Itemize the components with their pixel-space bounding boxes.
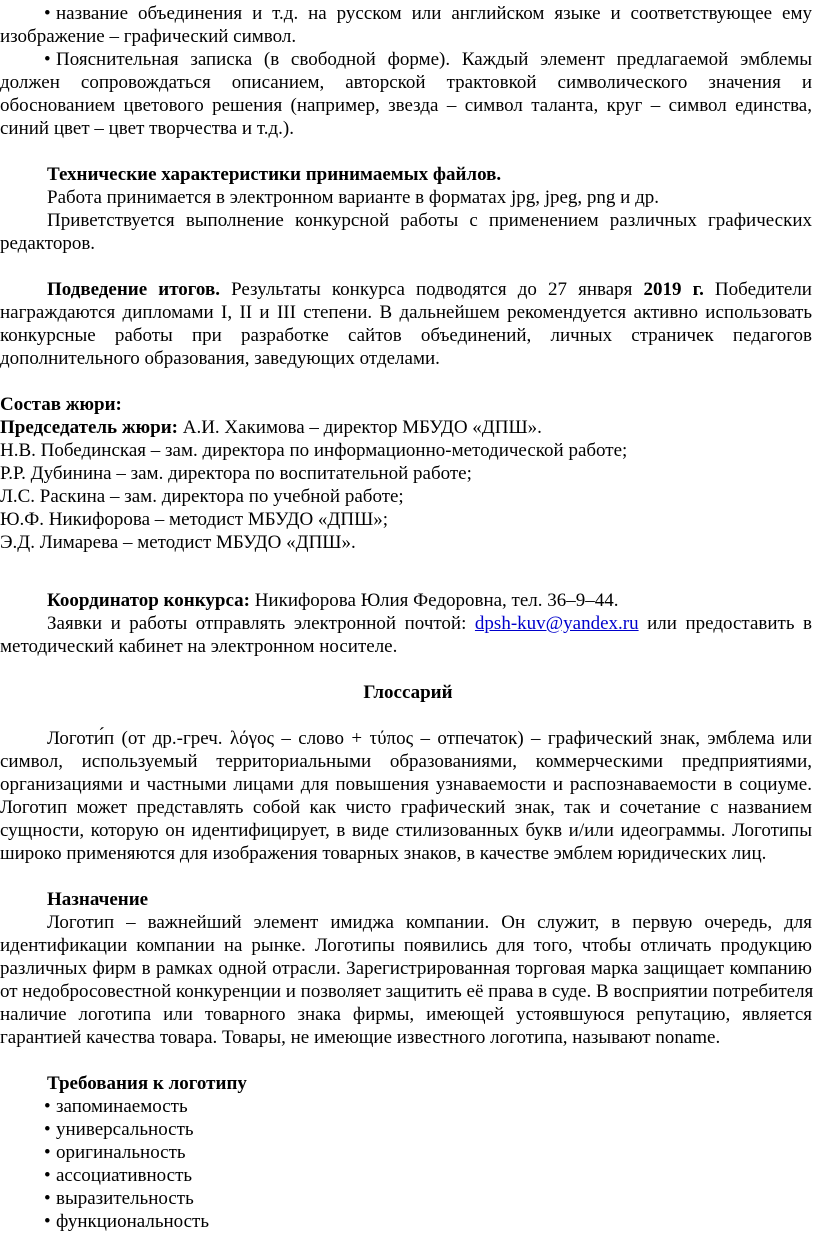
submission-text: или предоставить в <box>638 613 812 634</box>
bullet-text-continuation: должен сопровождаться описанием, авторской трактовкой символического значения и <box>0 72 812 93</box>
purpose-line: от недобросовестной конкуренции и позволяет защитить её права в суде. В восприятии потребителя <box>0 981 814 1002</box>
requirement-text: выразительность <box>56 1188 194 1209</box>
requirement-item <box>0 1210 812 1233</box>
requirement-text: универсальность <box>56 1119 194 1140</box>
purpose-line: Логотип – важнейший элемент имиджа компании. Он служит, в первую очередь, для <box>47 912 812 933</box>
bullet-glyph: • <box>44 1188 51 1209</box>
jury-member: Л.С. Раскина – зам. директора по учебной работе; <box>0 486 404 507</box>
glossary-line: сущности, которую он идентифицирует, в виде стилизованных букв и/или идеограммы. Логотипы <box>0 820 812 841</box>
email-link[interactable]: dpsh-kuv@yandex.ru <box>474 613 639 634</box>
glossary-line: Логоти́п (от др.-греч. λόγος – слово + τύπος – отпечаток) – графический знак, эмблема или <box>47 728 812 749</box>
purpose-line: идентификации компании на рынке. Логотипы появились для того, чтобы отличать продукцию <box>0 935 812 956</box>
bullet-item <box>0 48 812 71</box>
requirement-text: ассоциативность <box>56 1165 193 1186</box>
glossary-line: широко применяются для изображения товарных знаков, в качестве эмблем юридических лиц. <box>0 843 767 864</box>
jury-chair-text: А.И. Хакимова – директор МБУДО «ДПШ». <box>177 417 542 438</box>
requirement-item <box>0 1164 812 1187</box>
requirements-heading: Требования к логотипу <box>47 1073 247 1094</box>
tech-paragraph: Приветствуется выполнение конкурсной работы с применением различных графических <box>47 210 812 231</box>
glossary-line: Логотип может представлять собой как чисто графический знак, так и сочетание с названием <box>0 797 812 818</box>
bullet-text: Пояснительная записка (в свободной форме). Каждый элемент предлагаемой эмблемы <box>56 49 812 70</box>
submission-line: методический кабинет на электронном носителе. <box>0 636 398 657</box>
purpose-line: различных фирм в рамках одной отрасли. Зарегистрированная торговая марка защищает компанию <box>0 958 812 979</box>
requirement-item <box>0 1187 812 1210</box>
glossary-line: организациями и частными лицами для повышения узнаваемости и распознаваемости в социуме. <box>0 774 812 795</box>
jury-heading: Состав жюри: <box>0 394 122 415</box>
results-line: награждаются дипломами I, II и III степени. В дальнейшем рекомендуется активно использовать <box>0 302 812 323</box>
requirement-item <box>0 1118 812 1141</box>
results-line: конкурсные работы при разработке сайтов объединений, личных страничек педагогов <box>0 325 812 346</box>
bullet-text: название объединения и т.д. на русском или английском языке и соответствующее ему <box>56 3 812 24</box>
bullet-glyph: • <box>44 1119 51 1140</box>
purpose-line: наличие логотипа или товарного знака фирмы, имеющей устоявшуюся репутацию, является <box>0 1004 812 1025</box>
glossary-line: символ, используемый территориальными образованиями, коммерческими предприятиями, <box>0 751 812 772</box>
jury-chair <box>0 416 812 439</box>
bullet-text-continuation: синий цвет – цвет творчества и т.д.). <box>0 118 294 139</box>
coordinator-label: Координатор конкурса: <box>47 590 250 611</box>
requirement-text: функциональность <box>56 1211 210 1232</box>
bullet-glyph: • <box>44 1096 51 1117</box>
bullet-text-continuation: обоснованием цветового решения (например, звезда – символ таланта, круг – символ единства, <box>0 95 812 116</box>
tech-paragraph-continuation: редакторов. <box>0 233 96 254</box>
bullet-item <box>0 2 812 25</box>
bullet-glyph: • <box>44 3 51 24</box>
coordinator-text: Никифорова Юлия Федоровна, тел. 36–9–44. <box>249 590 619 611</box>
bullet-text-continuation: изображение – графический символ. <box>0 26 297 47</box>
jury-member: Э.Д. Лимарева – методист МБУДО «ДПШ». <box>0 532 356 553</box>
jury-member: Р.Р. Дубинина – зам. директора по воспитательной работе; <box>0 463 472 484</box>
results-line: дополнительного образования, заведующих отделами. <box>0 348 440 369</box>
purpose-line: гарантией качества товара. Товары, не имеющие известного логотипа, называют noname. <box>0 1027 721 1048</box>
glossary-title: Глоссарий <box>363 682 453 703</box>
bullet-glyph: • <box>44 49 51 70</box>
coordinator-line <box>0 589 812 612</box>
results-label: Подведение итогов. <box>47 279 220 300</box>
bullet-glyph: • <box>44 1165 51 1186</box>
results-text: Победители <box>703 279 812 300</box>
bullet-glyph: • <box>44 1142 51 1163</box>
requirement-text: запоминаемость <box>56 1096 188 1117</box>
results-text: Результаты конкурса подводятся до 27 января <box>219 279 644 300</box>
requirement-item <box>0 1141 812 1164</box>
tech-paragraph: Работа принимается в электронном варианте в форматах jpg, jpeg, png и др. <box>47 187 660 208</box>
jury-member: Н.В. Побединская – зам. директора по информационно-методической работе; <box>0 440 628 461</box>
submission-text: Заявки и работы отправлять электронной почтой: <box>47 613 475 634</box>
submission-line <box>0 612 812 635</box>
purpose-heading: Назначение <box>47 889 149 910</box>
bullet-glyph: • <box>44 1211 51 1232</box>
jury-member: Ю.Ф. Никифорова – методист МБУДО «ДПШ»; <box>0 509 389 530</box>
requirement-text: оригинальность <box>56 1142 186 1163</box>
jury-chair-label: Председатель жюри: <box>0 417 178 438</box>
tech-heading: Технические характеристики принимаемых файлов. <box>47 164 502 185</box>
results-year: 2019 г. <box>643 279 704 300</box>
requirement-item <box>0 1095 812 1118</box>
results-paragraph <box>0 278 812 301</box>
